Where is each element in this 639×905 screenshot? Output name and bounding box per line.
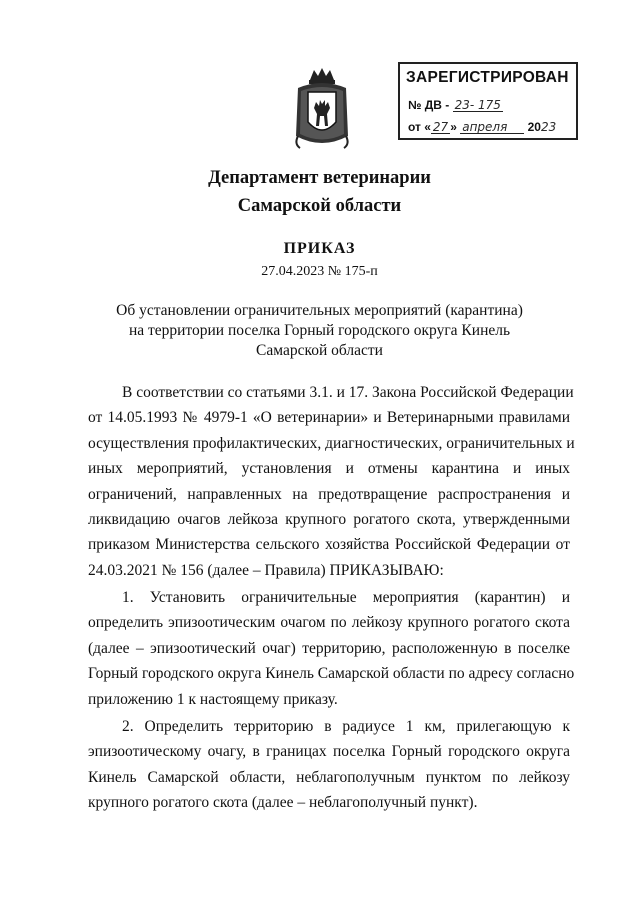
subject-line-1: Об установлении ограничительных мероприятий (карантина)	[116, 302, 523, 319]
text-line: крупного рогатого скота (далее – неблагополучный пункт).	[88, 794, 478, 812]
coat-of-arms-icon	[292, 66, 352, 152]
text-line: В соответствии со статьями 3.1. и 17. Закона Российской Федерации	[122, 384, 574, 401]
stamp-number-line	[408, 98, 503, 112]
text-line: Горный городского округа Кинель Самарской области по адресу согласно	[88, 665, 575, 683]
subject-line-2: на территории поселка Горный городского округа Кинель	[128, 322, 511, 339]
text-line: ограничений, направленных на предотвращение распространения и	[88, 485, 570, 503]
stamp-title: ЗАРЕГИСТРИРОВАН	[406, 69, 569, 86]
text-line: (далее – эпизоотический очаг) территорию, расположенную в поселке	[88, 639, 570, 657]
stamp-date-month: апреля	[460, 121, 524, 134]
stamp-date-line	[408, 120, 556, 134]
stamp-date-from: от «	[408, 120, 431, 134]
department-name-line2: Самарской области	[237, 196, 402, 216]
clause-1-paragraph	[88, 585, 575, 712]
text-line: осуществления профилактических, диагностических, ограничительных и	[88, 434, 575, 452]
text-line: эпизоотическому очагу, в границах поселка Горный городского округа	[88, 743, 570, 761]
stamp-date-close: »	[450, 120, 457, 134]
text-line: Кинель Самарской области, неблагополучным пунктом по лейкозу	[88, 768, 570, 786]
text-line: от 14.05.1993 № 4979-1 «О ветеринарии» и Ветеринарными правилами	[88, 409, 570, 427]
text-line: 24.03.2021 № 156 (далее – Правила) ПРИКАЗЫВАЮ:	[88, 561, 444, 579]
text-line: 2. Определить территорию в радиусе 1 км, прилегающую к	[122, 718, 570, 735]
preamble-paragraph	[88, 380, 575, 583]
text-line: приказом Министерства сельского хозяйства Российской Федерации от	[88, 536, 570, 554]
stamp-date-day: 27	[432, 120, 449, 134]
stamp-year-suffix: 23	[540, 120, 557, 134]
text-line: ликвидацию очагов лейкоза крупного рогатого скота, утвержденными	[88, 510, 570, 528]
text-line: 1. Установить ограничительные мероприятия (карантин) и	[122, 589, 570, 606]
stamp-year-prefix: 20	[527, 120, 541, 134]
text-line: определить эпизоотическим очагом по лейкозу крупного рогатого скота	[88, 614, 570, 632]
clause-2-paragraph	[88, 714, 570, 816]
registration-stamp	[398, 62, 578, 140]
department-name-line1: Департамент ветеринарии	[208, 168, 431, 188]
subject-line-3: Самарской области	[256, 342, 383, 359]
text-line: приложению 1 к настоящему приказу.	[88, 690, 338, 708]
text-line: иных мероприятий, установления и отмены карантина и иных	[88, 460, 570, 478]
stamp-number-value: 23- 175	[454, 98, 501, 112]
order-title: ПРИКАЗ	[283, 240, 356, 257]
order-number: 27.04.2023 № 175-п	[261, 264, 378, 279]
stamp-number-label: № ДВ -	[408, 98, 450, 112]
